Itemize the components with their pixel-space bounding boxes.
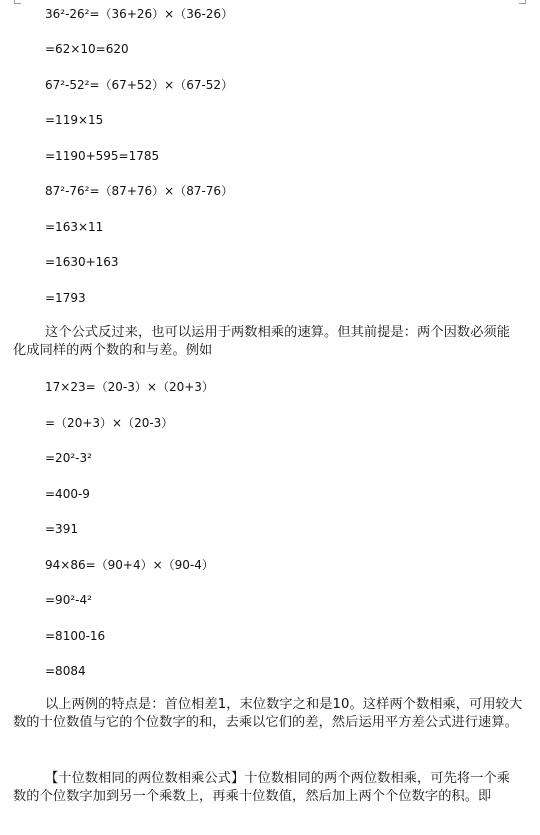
equation-line: =1630+163 [45, 255, 119, 269]
paragraph: 以上两例的特点是：首位相差1，末位数字之和是10。这样两个数相乘，可用较大数的十位数值与它的个位数字的和，去乘以它们的差，然后运用平方差公式进行速算。 [13, 697, 523, 730]
equation-line: 94×86=（90+4）×（90-4） [45, 558, 214, 572]
equation-line: =8084 [45, 664, 86, 678]
equation-line: =8100-16 [45, 629, 106, 643]
equation-line: 17×23=（20-3）×（20+3） [45, 380, 214, 394]
equation-line: =90²-4² [45, 593, 92, 607]
paragraph: 【十位数相同的两位数相乘公式】十位数相同的两个两位数相乘，可先将一个乘数的个位数字加到另一个乘数上，再乘十位数值，然后加上两个个位数字的积。即 [13, 771, 511, 804]
equation-line: =1190+595=1785 [45, 149, 160, 163]
equation-line: =391 [45, 522, 78, 536]
equation-line: 67²-52²=（67+52）×（67-52） [45, 78, 234, 92]
equation-line: =20²-3² [45, 451, 92, 465]
paragraph: 这个公式反过来，也可以运用于两数相乘的速算。但其前提是：两个因数必须能化成同样的两个数的和与差。例如 [13, 325, 511, 358]
equation-line: =163×11 [45, 220, 104, 234]
equation-line: =400-9 [45, 487, 90, 501]
page-corner-mark-right [519, 0, 526, 4]
equation-line: =119×15 [45, 113, 104, 127]
equation-line: =1793 [45, 291, 86, 305]
equation-line: =（20+3）×（20-3） [45, 416, 174, 430]
equation-line: 36²-26²=（36+26）×（36-26） [45, 7, 234, 21]
page-corner-mark-left [14, 0, 21, 4]
equation-line: =62×10=620 [45, 42, 129, 56]
equation-line: 87²-76²=（87+76）×（87-76） [45, 184, 234, 198]
